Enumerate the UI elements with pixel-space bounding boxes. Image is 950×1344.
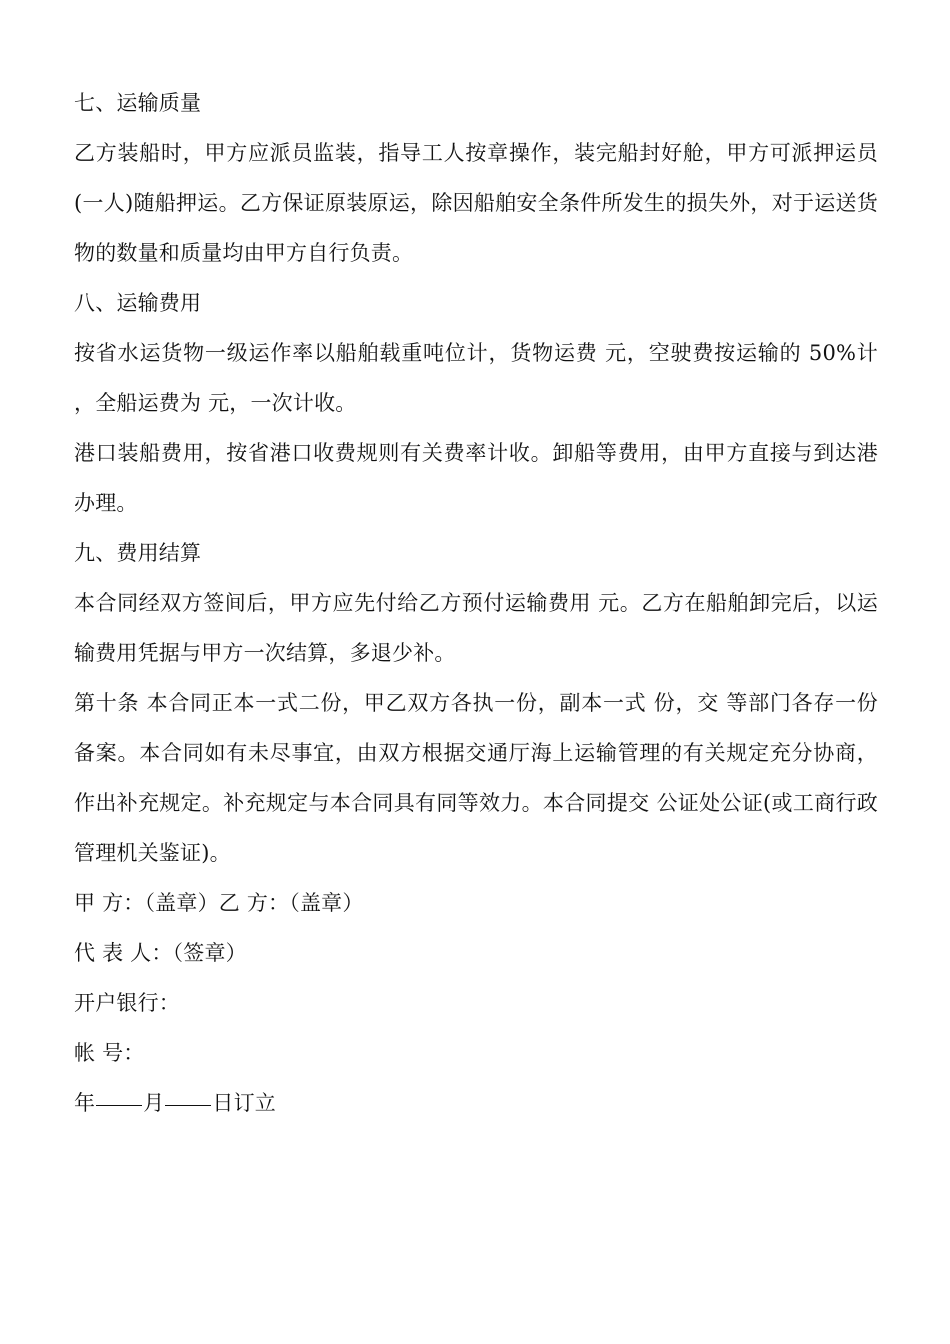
date-day-label: 日订立	[212, 1091, 277, 1115]
account-line: 帐 号：	[74, 1041, 145, 1065]
date-month-blank	[96, 1104, 142, 1106]
section-9-heading: 九、费用结算	[74, 541, 202, 565]
section-7-body: 乙方装船时，甲方应派员监装，指导工人按章操作，装完船封好舱，甲方可派押运员(一人)随船押运。乙方保证原装原运，除因船舶安全条件所发生的损失外，对于运送货物的数量和质量均由甲方自行负责。	[74, 141, 878, 265]
date-month-label: 月	[143, 1091, 165, 1115]
date-year-label: 年	[74, 1091, 96, 1115]
contract-text	[74, 78, 878, 1128]
section-10-body: 第十条 本合同正本一式二份，甲乙双方各执一份，副本一式 份，交 等部门各存一份备案。本合同如有未尽事宜，由双方根据交通厅海上运输管理的有关规定充分协商，作出补充规定。补充规定与本合同具有同等效力。本合同提交 公证处公证(或工商行政管理机关鉴证)。	[74, 691, 878, 865]
section-8-heading: 八、运输费用	[74, 291, 202, 315]
bank-line: 开户银行：	[74, 991, 180, 1015]
section-9-body: 本合同经双方签间后，甲方应先付给乙方预付运输费用 元。乙方在船舶卸完后，以运输费用凭据与甲方一次结算，多退少补。	[74, 591, 878, 665]
section-8-body-freight: 按省水运货物一级运作率以船舶载重吨位计，货物运费 元，空驶费按运输的 50%计 ，全船运费为 元，一次计收。	[74, 341, 878, 415]
date-day-blank	[165, 1104, 211, 1106]
representative-line: 代 表 人：（签章）	[74, 941, 247, 965]
section-7-heading: 七、运输质量	[74, 91, 202, 115]
signing-date-line	[74, 1078, 878, 1128]
party-stamps-line: 甲 方：（盖章）乙 方：（盖章）	[74, 891, 364, 915]
section-8-body-port-fees: 港口装船费用，按省港口收费规则有关费率计收。卸船等费用，由甲方直接与到达港办理。	[74, 441, 878, 515]
